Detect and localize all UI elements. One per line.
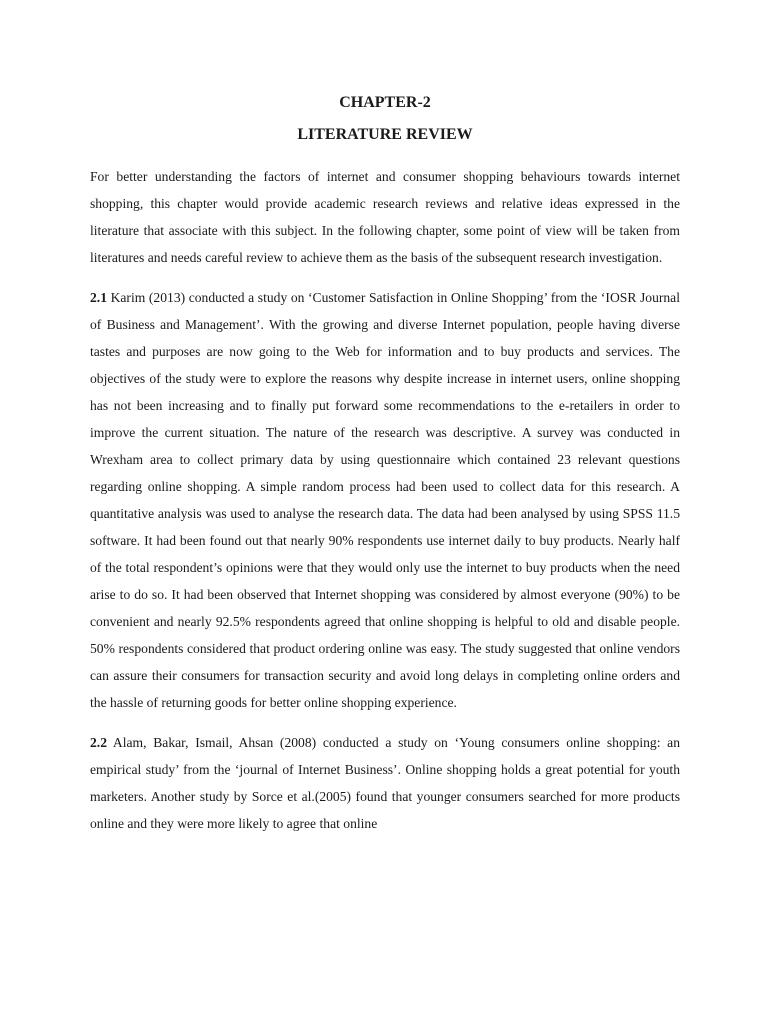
section-number: 2.1 [90,290,107,305]
section-paragraph-2-2 [90,729,680,837]
section-paragraph-2-1 [90,284,680,716]
section-number: 2.2 [90,735,107,750]
chapter-title: LITERATURE REVIEW [297,126,473,143]
section-text: Karim (2013) conducted a study on ‘Customer Satisfaction in Online Shopping’ from the ‘IOSR Journal of Business and Management’. With the growing and diverse Internet population, people having diverse tastes and purposes are now going to the Web for information and to buy products and services. The objectives of the study were to explore the reasons why despite increase in internet users, online shopping has not been increasing and to finally put forward some recommendations to the e-retailers in order to improve the current situation. The nature of the research was descriptive. A survey was conducted in Wrexham area to collect primary data by using questionnaire which contained 23 relevant questions regarding online shopping. A simple random process had been used to collect data for this research. A quantitative analysis was used to analyse the research data. The data had been analysed by using SPSS 11.5 software. It had been found out that nearly 90% respondents use internet daily to buy products. Nearly half of the total respondent’s opinions were that they would only use the internet to buy products when the need arise to do so. It had been observed that Internet shopping was considered by almost everyone (90%) to be convenient and nearly 92.5% respondents agreed that online shopping is helpful to old and disable people. 50% respondents considered that product ordering online was easy. The study suggested that online vendors can assure their consumers for transaction security and avoid long delays in completing online orders and the hassle of returning goods for better online shopping experience. [90,290,680,710]
intro-paragraph: For better understanding the factors of internet and consumer shopping behaviours towards internet shopping, this chapter would provide academic research reviews and relative ideas expressed in the literature that associate with this subject. In the following chapter, some point of view will be taken from literatures and needs careful review to achieve them as the basis of the subsequent research investigation. [90,169,680,265]
chapter-label: CHAPTER-2 [339,94,431,111]
section-text: Alam, Bakar, Ismail, Ahsan (2008) conducted a study on ‘Young consumers online shopping: an empirical study’ from the ‘journal of Internet Business’. Online shopping holds a great potential for youth marketers. Another study by Sorce et al.(2005) found that younger consumers searched for more products online and they were more likely to agree that online [90,735,680,831]
